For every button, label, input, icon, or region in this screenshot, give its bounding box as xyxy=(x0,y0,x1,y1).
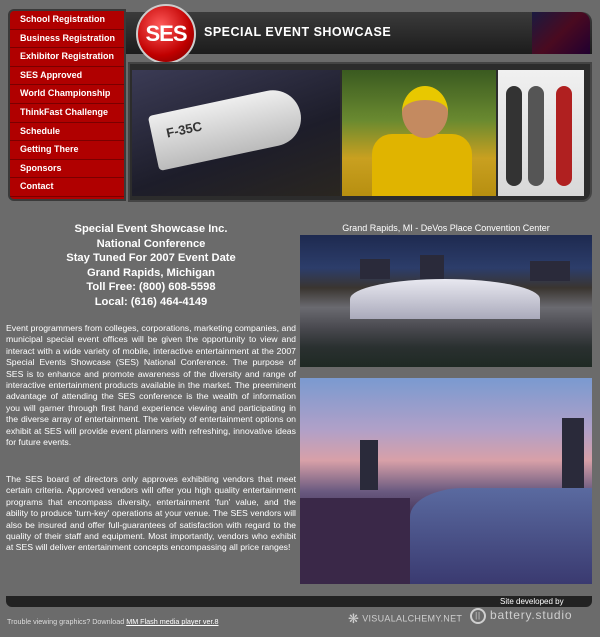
header-stage-image xyxy=(532,12,590,54)
convention-center-photo xyxy=(300,235,592,367)
skydiving-photo xyxy=(342,70,496,196)
city-skyline-photo xyxy=(300,378,592,584)
person-figure xyxy=(506,86,522,186)
site-title: SPECIAL EVENT SHOWCASE xyxy=(204,25,392,39)
person-figure xyxy=(556,86,572,186)
nav-business-registration[interactable]: Business Registration xyxy=(10,30,124,49)
nav-schedule[interactable]: Schedule xyxy=(10,123,124,142)
arena-roof xyxy=(350,279,540,319)
company-name: Special Event Showcase Inc. xyxy=(74,223,228,235)
flash-notice xyxy=(7,617,218,626)
main-nav xyxy=(8,9,126,201)
visualalchemy-label: VISUALALCHEMY.NET xyxy=(362,613,463,624)
building xyxy=(360,440,378,490)
nav-ses-approved[interactable]: SES Approved xyxy=(10,67,124,86)
contact-info xyxy=(6,222,296,310)
nav-world-championship[interactable]: World Championship xyxy=(10,85,124,104)
toll-free-phone: Toll Free: (800) 608-5598 xyxy=(86,281,216,294)
nav-sponsors[interactable]: Sponsors xyxy=(10,160,124,179)
building xyxy=(562,418,584,488)
jet-label: F-35C xyxy=(164,118,204,141)
nav-contact[interactable]: Contact xyxy=(10,178,124,197)
building xyxy=(420,255,444,279)
photo-strip xyxy=(128,62,592,202)
flash-notice-text: Trouble viewing graphics? Download xyxy=(7,617,127,626)
river xyxy=(410,488,592,584)
people-photo xyxy=(498,70,584,196)
person-figure xyxy=(528,86,544,186)
battery-studio-label: battery.studio xyxy=(490,608,573,623)
battery-studio-icon: || xyxy=(470,608,486,624)
nav-getting-there[interactable]: Getting There xyxy=(10,141,124,160)
flash-player-link[interactable]: MM Flash media player ver.8 xyxy=(126,617,219,626)
building xyxy=(360,259,390,279)
visualalchemy-logo[interactable] xyxy=(348,611,462,627)
flyer-face xyxy=(402,86,448,138)
intro-paragraph: Event programmers from colleges, corporations, marketing companies, and municipal special event offices will be given the opportunity to view and interact with a wide variety of mobile, interactive entertainment at the 2007 Special Events Showcase (SES) National Conference. The purpose of SES is to enhance and promote awareness of the diversity and range of interactive entertainment products available in the market. The preeminent advantage of attending the SES conference is the wealth of information you will garner through first hand experience viewing and participating in the diverse array of entertainment. The variety of entertainment options on exhibit at SES will provide event planners with refreshing, innovative ideas for future events. xyxy=(6,323,296,448)
flyer-suit xyxy=(372,134,472,196)
ses-logo[interactable]: SES xyxy=(136,4,196,64)
building xyxy=(530,261,570,281)
event-date: Stay Tuned For 2007 Event Date xyxy=(66,252,236,265)
building xyxy=(300,498,410,584)
nav-exhibitor-registration[interactable]: Exhibitor Registration xyxy=(10,48,124,67)
vendors-paragraph: The SES board of directors only approves exhibiting vendors that meet certain criteria. Approved vendors will offer you high quality entertainment programs that encompass diversity, entertainment 'fun' value, and the ability to produce 'turn-key' operations at your venue. The SES vendors will also be insured and offer full-guarantees of satisfaction with regard to the quality of their staff and equipment. Most importantly, vendors who exhibit at SES will deliver entertainment concepts encompassing all price ranges! xyxy=(6,474,296,553)
local-phone: Local: (616) 464-4149 xyxy=(94,295,208,308)
nav-thinkfast-challenge[interactable]: ThinkFast Challenge xyxy=(10,104,124,123)
site-developed-label: Site developed by xyxy=(500,597,564,606)
battery-studio-logo[interactable] xyxy=(470,608,572,624)
venue-caption: Grand Rapids, MI - DeVos Place Convention Center xyxy=(342,223,550,233)
jet-simulator-photo xyxy=(132,70,340,196)
nav-school-registration[interactable]: School Registration xyxy=(10,11,124,30)
event-location: Grand Rapids, Michigan xyxy=(86,266,216,279)
visualalchemy-icon: ❋ xyxy=(348,611,360,626)
conference-name: National Conference xyxy=(96,237,206,250)
